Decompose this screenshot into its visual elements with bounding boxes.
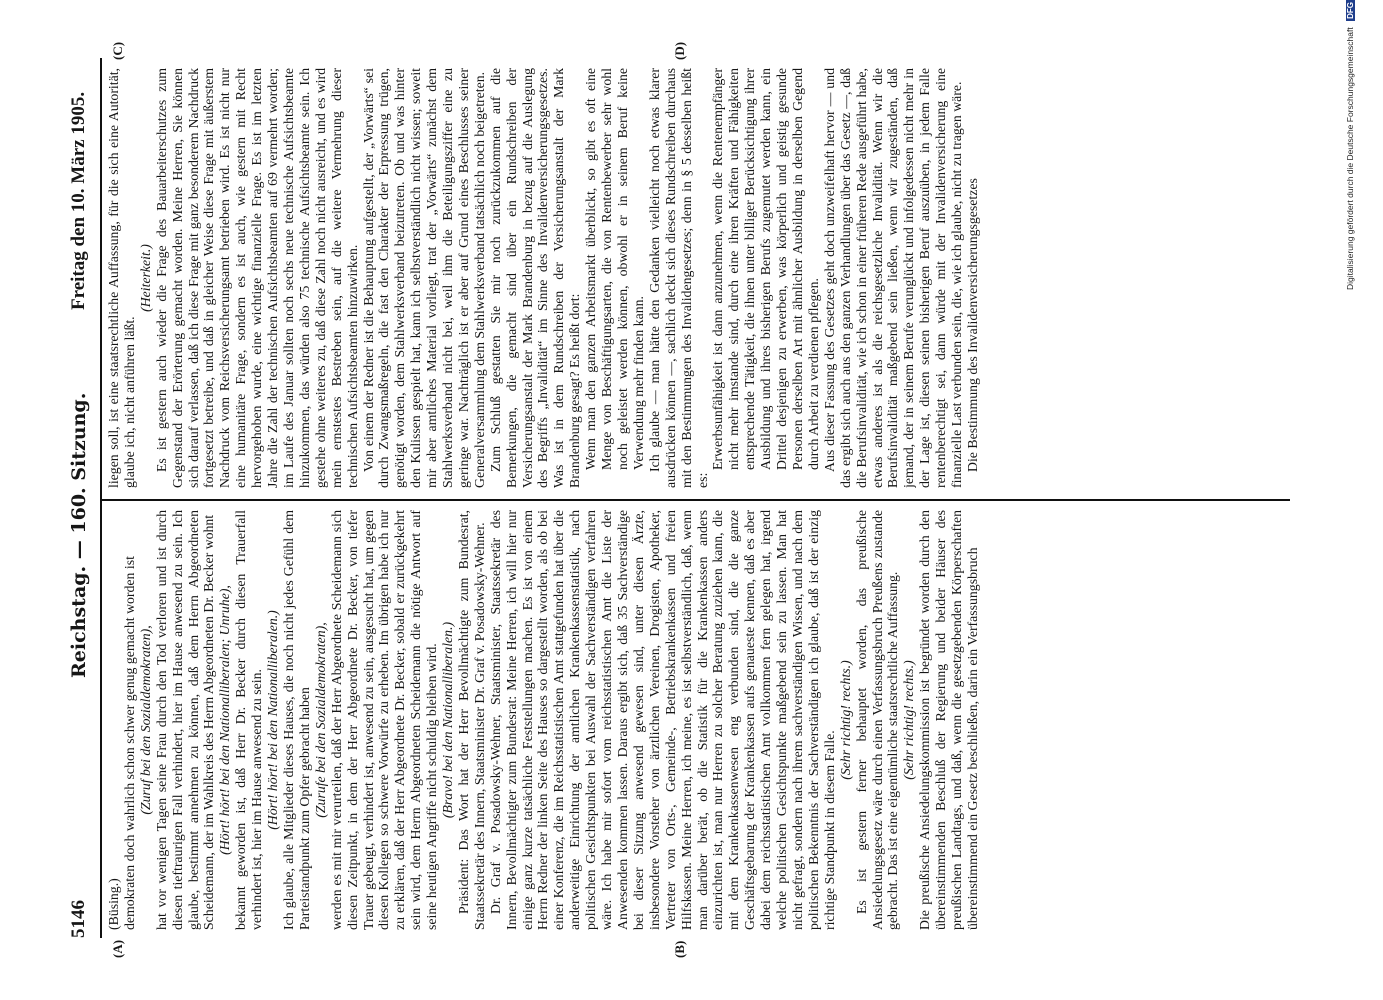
session-date: Freitag den 10. März 1905. bbox=[68, 91, 89, 310]
paragraph: Es ist gestern ferner behauptet worden, das preußische Ansiedelungsgesetz wäre durch einen Verfassungsbruch Preußens zustande gebracht. Das ist eine eigentümliche staatsrechtliche Auffassung. bbox=[853, 510, 901, 930]
column-divider bbox=[100, 499, 1290, 501]
paragraph: Von einem der Redner ist die Behauptung aufgestellt, der „Vorwärts“ sei durch Zwangsmaßregeln, die fast den Charakter der Erpressung trügen, genötigt worden, dem Stahlwerksverband beizutreten. Ob und was hinter den Kulissen gespielt hat, kann ich selbstverständlich nicht wissen; soweit mir aber amtliches Material vorliegt, trat der „Vorwärts“ zunächst dem Stahlwerksverband nicht bei, weil ihm die Beteiligungsziffer eine zu geringe war. Nachträglich ist er aber auf Grund eines Beschlusses seiner Generalversammlung dem Stahlwerksverband tatsächlich noch beigetreten. bbox=[360, 68, 487, 488]
paragraph: (Zurufe bei den Sozialdemokraten), bbox=[312, 622, 328, 818]
paragraph: Dr. Graf v. Posadowsky-Wehner, Staatsminister, Staatssekretär des Innern, Bevollmächtigter zum Bundesrat: Meine Herren, ich will hier nur einige ganz kurze tatsächliche Feststellungen machen. Es ist von einem Herrn Redner der linken Seite des Hauses so dargestellt worden, als ob bei einer Konferenz, die im Reichsstatistischen Amt stattgefunden hat über die anderweitige Einrichtung der amtlichen Krankenkassenstatistik, nach politischen Gesichtspunkten bei Auswahl der Sachverständigen verfahren wäre. Ich habe mir sofort vom reichsstatistischen Amt die Liste der Anwesenden kommen lassen. Daraus ergibt sich, daß 35 Sachverständige bei dieser Sitzung anwesend gewesen sind, unter diesen Ärzte, insbesondere Vorsteher von ärztlichen Vereinen, Drogisten, Apotheker, Vertreter von Orts-, Gemeinde-, Betriebskrankenkassen und freien Hilfskassen. Meine Herren, ich meine, es ist selbstverständlich, daß, wenn man darüber berät, ob die Statistik für die Krankenkassen anders einzurichten ist, man nur Herren zu solcher Beratung zuziehen kann, die mit dem Krankenkassenwesen eng verbunden sind, die die ganze Geschäftsgebarung der Krankenkassen aufs genaueste kennen, daß es aber dabei dem reichsstatistischen Amt vollkommen fern gelegen hat, irgend welche politischen Gesichtspunkte maßgebend sein zu lassen. Man hat nicht gefragt, sondern nach ihrem sachverständigen Wissen, und nach dem politischen Bekenntnis der Sachverständigen ich glaube, daß ist der einzig richtige Standpunkt in diesem Falle. bbox=[487, 510, 837, 930]
paragraph: Ich glaube, alle Mitglieder dieses Hauses, die noch nicht jedes Gefühl dem Parteistandpunkt zum Opfer gebracht haben bbox=[280, 510, 312, 930]
paragraph: (Sehr richtig! rechts.) bbox=[837, 660, 853, 780]
paragraph: bekannt geworden ist, daß Herr Dr. Becker durch diesen Trauerfall verhindert ist, hier im Hause anwesend zu sein. bbox=[233, 510, 265, 930]
paragraph: Zum Schluß gestatten Sie mir noch zurückzukommen auf die Bemerkungen, die gemacht sind über ein Rundschreiben der Versicherungsanstalt der Mark Brandenburg in bezug auf die Auslegung des Begriffs „Invalidität“ im Sinne des Invalidenversicherungsgesetzes. Was ist in dem Rundschreiben der Versicherungsanstalt der Mark Brandenburg gesagt? Es heißt dort: bbox=[487, 68, 583, 488]
paragraph: Die Bestimmung des Invalidenversicherungsgesetzes bbox=[964, 178, 980, 472]
dfg-logo-icon: DFG bbox=[1346, 2, 1355, 19]
paragraph: (Hört! hört! bei den Nationalliberalen.) bbox=[265, 610, 281, 830]
paragraph: (Sehr richtig! rechts.) bbox=[901, 660, 917, 780]
paragraph: Wenn man den ganzen Arbeitsmarkt überblickt, so gibt es oft eine Menge von Beschäftigungsarten, die von Rentenbewerber sehr wohl noch geleistet werden können, obwohl er in seinem Beruf keine Verwendung mehr finden kann. bbox=[583, 68, 646, 470]
digitization-credit bbox=[1345, 0, 1355, 1000]
paragraph: (Heiterkeit.) bbox=[137, 244, 153, 312]
paragraph: Ich glaube — man hätte den Gedanken vielleicht noch etwas klarer ausdrücken können —, sachlich deckt sich dieses Rundschreiben durchaus mit den Bestimmungen des Invalidengesetzes; denn in § 5 desselben heißt es: bbox=[646, 68, 710, 488]
right-text-column bbox=[106, 68, 1301, 488]
paragraph: (Zuruf bei den Sozialdemokraten), bbox=[137, 625, 153, 815]
session-title: Reichstag. — 160. Sitzung. bbox=[68, 392, 90, 678]
page-number: 5146 bbox=[68, 900, 89, 938]
paragraph: Erwerbsunfähigkeit ist dann anzunehmen, wenn die Rentenempfänger nicht mehr imstande sind, durch eine ihren Kräften und Fähigkeiten entsprechende Tätigkeit, die ihnen unter billiger Berücksichtigung ihrer Ausbildung und ihres bisherigen Berufs zugemutet werden kann, ein Drittel desjenigen zu erwerben, was körperlich und geistig gesunde Personen derselben Art mit ähnlicher Ausbildung in derselben Gegend durch Arbeit zu verdienen pflegen. bbox=[710, 68, 821, 470]
margin-mark-a: (A) bbox=[110, 939, 125, 958]
paragraph: Aus dieser Fassung des Gesetzes geht doch unzweifelhaft hervor — und das ergibt sich auch aus den ganzen Verhandlungen über das Gesetz —, daß die Berufsinvalidität, wie ich schon in einer früheren Rede ausgeführt habe, etwas anderes ist als die reichsgesetzliche Invalidität. Wenn wir die Berufsinvalidität maßgebend sein ließen, wenn wir zugeständen, daß jemand, der in seinem Berufe verunglückt und infolgedessen nicht mehr in der Lage ist, diesen seinen bisherigen Beruf auszuüben, in jedem Falle rentenberechtigt sei, dann würde mit der Invalidenversicherung eine finanzielle Last verbunden sein, die, wie ich glaube, nicht zu tragen wäre. bbox=[821, 68, 965, 488]
paragraph: (Büsing.) bbox=[106, 878, 121, 930]
paragraph: (Bravo! bei den Nationalliberalen.) bbox=[440, 621, 456, 819]
paragraph: demokraten doch wahrlich schon schwer genug gemacht worden ist bbox=[121, 556, 137, 930]
margin-mark-b: (B) bbox=[672, 940, 687, 958]
paragraph: liegen soll, ist eine staatsrechtliche Auffassung, für die sich eine Autorität, glaube ich, nicht anführen läßt. bbox=[106, 68, 137, 488]
paragraph: werden es mit mir verurteilen, daß der Herr Abgeordnete Scheidemann sich diesen Zeitpunkt, in dem der Herr Abgeordnete Dr. Becker, von tiefer Trauer gebeugt, verhindert ist, anwesend zu sein, ausgesucht hat, um gegen diesen Kollegen so schwere Vorwürfe zu erheben. Im übrigen habe ich nur zu erklären, daß der Herr Abgeordnete Dr. Becker, sobald er zurückgekehrt sein wird, dem Herrn Abgeordneten Scheidemann die nötige Antwort auf seine heutigen Angriffe nicht schuldig bleiben wird. bbox=[328, 510, 440, 930]
paragraph: Es ist gestern auch wieder die Frage des Bauarbeiterschutzes zum Gegenstand der Erörterung gemacht worden. Meine Herren, Sie können sich darauf verlassen, daß ich diese Frage mit ganz besonderem Nachdruck fortgesetzt betreibe, und daß in gleicher Weise diese Frage mit äußerstem Nachdruck vom Reichsversicherungsamt betrieben wird. Es ist nicht nur eine humanitäre Frage, sondern es ist auch, wie gestern mit Recht hervorgehoben wurde, eine wichtige finanzielle Frage. Es ist im letzten Jahre die Zahl der technischen Aufsichtsbeamten auf 69 vermehrt worden; im Laufe des Januar sollten noch sechs neue technische Aufsichtsbeamte hinzukommen, das würden also 75 technische Aufsichtsbeamte sein. Ich gestehe ohne weiteres zu, daß diese Zahl noch nicht ausreicht, und es wird mein ernstestes Bestreben sein, auf die weitere Vermehrung dieser technischen Aufsichtsbeamten hinzuwirken. bbox=[153, 68, 360, 488]
margin-mark-d: (D) bbox=[672, 41, 687, 60]
left-text-column bbox=[106, 510, 1301, 930]
margin-mark-c: (C) bbox=[110, 41, 125, 60]
paragraph: Präsident: Das Wort hat der Herr Bevollmächtigte zum Bundesrat, Staatssekretär des Innern, Staatsminister Dr. Graf v. Posadowsky-Wehner. bbox=[455, 510, 487, 930]
credit-text: Digitalisierung gefördert durch die Deutsche Forschungsgemeinschaft bbox=[1345, 27, 1355, 290]
paragraph: hat vor wenigen Tagen seine Frau durch den Tod verloren und ist durch diesen tieftraurigen Fall verhindert, hier im Hause anwesend zu sein. Ich glaube, bestimmt annehmen zu können, daß dem Herrn Abgeordneten Scheidemann, der im Wahlkreis des Herrn Abgeordneten Dr. Becker wohnt bbox=[153, 510, 217, 930]
paragraph: (Hört! hört! bei den Nationalliberalen; Unruhe), bbox=[217, 585, 233, 855]
header-rule bbox=[100, 58, 102, 938]
page-header bbox=[62, 58, 98, 938]
paragraph: Die preußische Ansiedelungskommission ist begründet worden durch den übereinstimmenden Beschluß der Regierung und beider Häuser des preußischen Landtags, und daß, wenn die gesetzgebenden Körperschaften übereinstimmend ein Gesetz beschließen, darin ein Verfassungsbruch bbox=[917, 510, 980, 930]
